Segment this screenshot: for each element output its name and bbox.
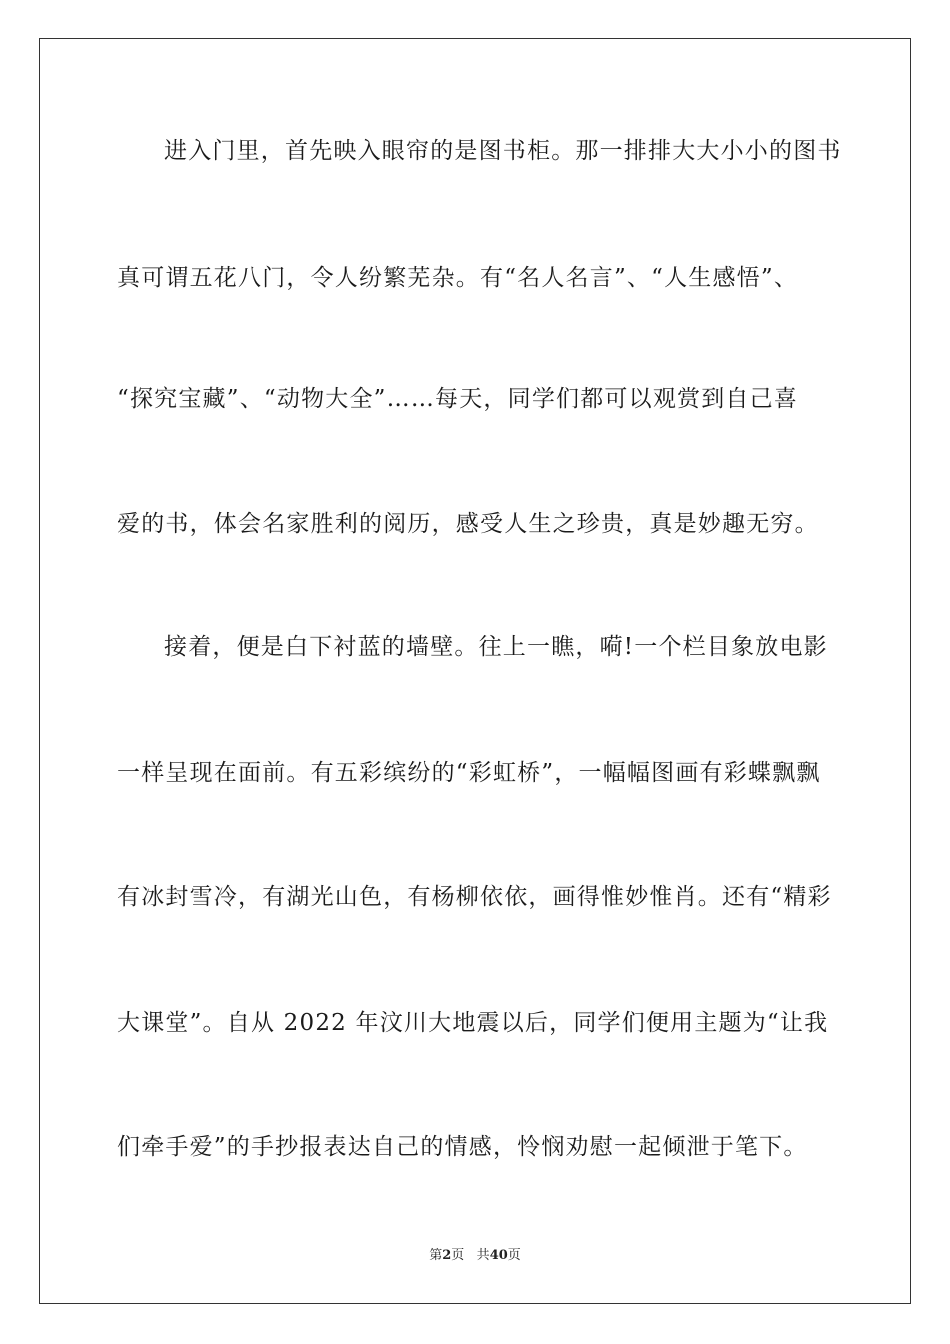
page-footer (0, 1247, 950, 1265)
paragraph-1-line-4: 爱的书，体会名家胜利的阅历，感受人生之珍贵，真是妙趣无穷。 (117, 511, 819, 537)
page-border (39, 38, 911, 1304)
total-pages: 40 (489, 1248, 508, 1263)
paragraph-1-line-3: “探究宝藏”、“动物大全”……每天，同学们都可以观赏到自己喜 (117, 386, 799, 412)
paragraph-2-line-5: 们牵手爱”的手抄报表达自己的情感，怜悯劝慰一起倾泄于笔下。 (117, 1134, 808, 1160)
paragraph-2-line-3: 有冰封雪冷，有湖光山色，有杨柳依依，画得惟妙惟肖。还有“精彩 (117, 884, 832, 910)
page-prefix: 第 (429, 1248, 443, 1263)
paragraph-2-line-4: 大课堂”。自从 2022 年汶川大地震以后，同学们便用主题为“让我 (117, 1010, 829, 1036)
paragraph-2-line-1: 接着，便是白下衬蓝的墙壁。往上一瞧，嗬!一个栏目象放电影 (164, 634, 828, 660)
total-suffix: 页 (507, 1248, 521, 1263)
paragraph-1-line-1: 进入门里，首先映入眼帘的是图书柜。那一排排大大小小的图书 (164, 138, 842, 164)
total-prefix: 共 (476, 1248, 490, 1263)
paragraph-1-line-2: 真可谓五花八门，令人纷繁芜杂。有“名人名言”、“人生感悟”、 (117, 265, 799, 291)
page-suffix: 页 (451, 1248, 465, 1263)
paragraph-2-line-2: 一样呈现在面前。有五彩缤纷的“彩虹桥”，一幅幅图画有彩蝶飘飘 (117, 760, 821, 786)
page-number: 2 (442, 1248, 452, 1263)
